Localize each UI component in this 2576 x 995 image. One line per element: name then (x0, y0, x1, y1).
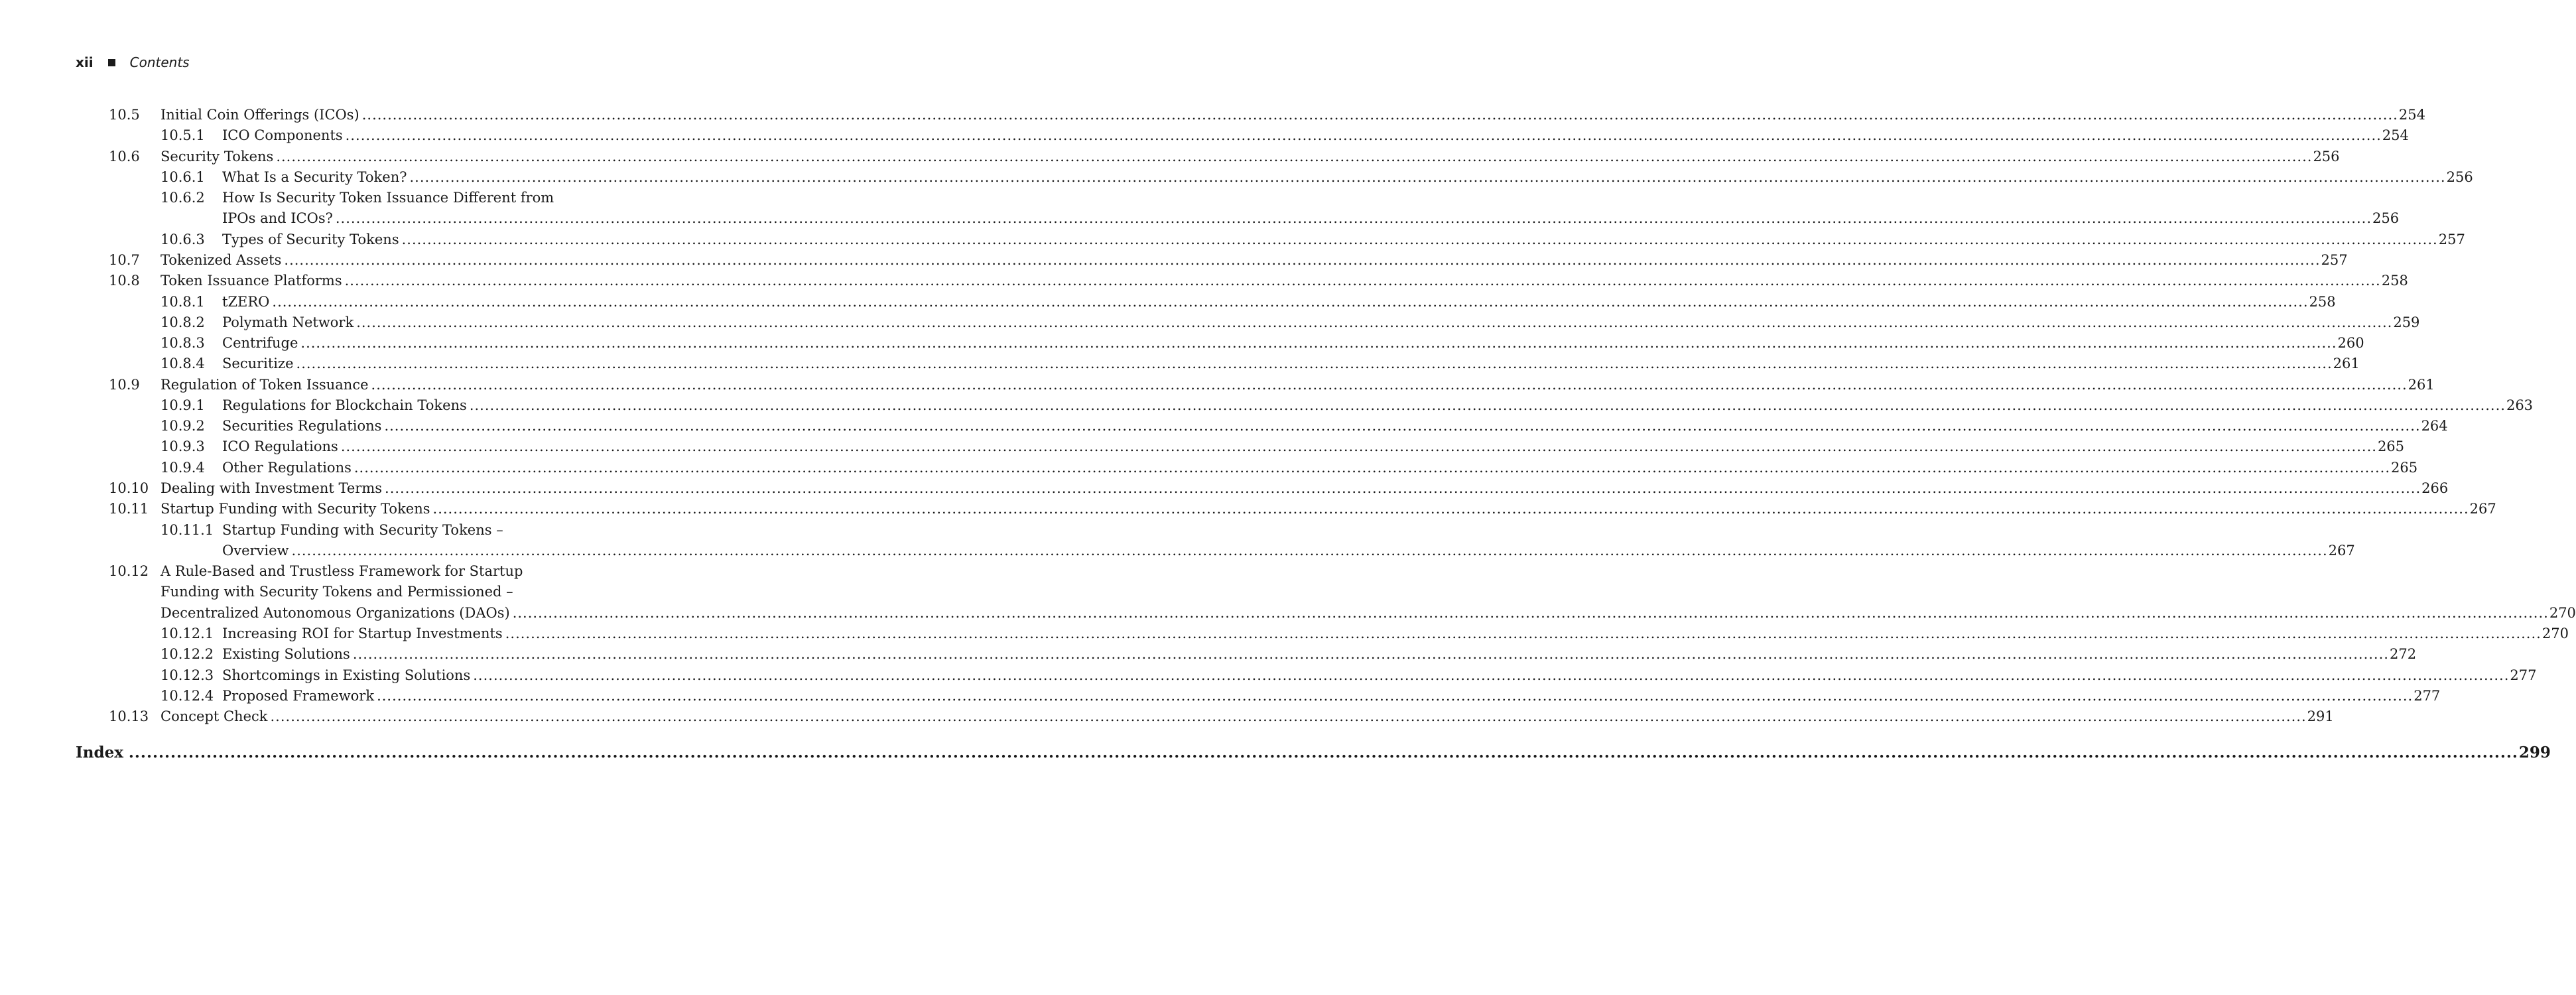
toc-section-10-13-number: 10.13 (109, 708, 149, 725)
toc-subsection-10-8-2-title: Polymath Network (222, 314, 354, 330)
toc-subsection-10-6-3-number: 10.6.3 (161, 231, 205, 247)
toc-section-10-6-page: 256 (2313, 148, 2340, 165)
toc-subsection-10-12-3-page: 277 (2510, 667, 2537, 683)
toc-subsection-10-8-2[interactable] (0, 312, 2420, 332)
toc-subsection-10-9-3-number: 10.9.3 (161, 438, 205, 455)
dot-leader: ................................................................................................................................................................................................................................................................................................................................................................................................................ (296, 356, 2333, 372)
dot-leader: ................................................................................................................................................................................................................................................................................................................................................................................................................ (469, 397, 2506, 413)
toc-subsection-10-9-3-line (222, 436, 2405, 456)
toc-subsection-10-11-1-title: Startup Funding with Security Tokens – (222, 521, 503, 538)
toc-section-10-8[interactable] (0, 271, 2408, 291)
toc-section-10-6-number: 10.6 (109, 148, 140, 165)
toc-subsection-10-6-2-number: 10.6.2 (161, 190, 205, 206)
running-header (76, 53, 190, 72)
toc-subsection-10-12-2-line (222, 644, 2417, 664)
toc-subsection-10-6-1[interactable] (0, 167, 2473, 187)
toc-subsection-10-5-1-number: 10.5.1 (161, 127, 205, 144)
dot-leader: ................................................................................................................................................................................................................................................................................................................................................................................................................ (377, 687, 2414, 704)
toc-section-10-12[interactable] (0, 561, 696, 581)
toc-subsection-10-6-2-line (222, 208, 2400, 228)
toc-subsection-10-9-2-line (222, 416, 2448, 436)
toc-subsection-10-6-3[interactable] (0, 230, 2465, 249)
toc-subsection-10-12-3-title: Shortcomings in Existing Solutions (222, 667, 471, 683)
toc-subsection-10-11-1-page: 267 (2328, 542, 2355, 559)
toc-section-10-10[interactable] (0, 478, 2449, 498)
dot-leader: ................................................................................................................................................................................................................................................................................................................................................................................................................ (409, 168, 2446, 185)
toc-subsection-10-9-1-line (222, 395, 2534, 415)
toc-subsection-10-6-1-page: 256 (2446, 168, 2473, 185)
toc-subsection-10-9-2-title: Securities Regulations (222, 418, 382, 434)
toc-section-10-12-title: A Rule-Based and Trustless Framework for Startup (161, 563, 523, 580)
dot-leader: ................................................................................................................................................................................................................................................................................................................................................................................................................ (335, 210, 2372, 227)
toc-section-10-11-title: Startup Funding with Security Tokens (161, 501, 430, 517)
toc-subsection-10-9-3[interactable] (0, 436, 2405, 456)
toc-subsection-10-9-4-line (222, 458, 2418, 478)
toc-subsection-10-6-3-title: Types of Security Tokens (222, 231, 399, 247)
toc-section-10-12-line (161, 603, 2576, 623)
toc-subsection-10-12-2-page: 272 (2389, 646, 2417, 663)
dot-leader: ................................................................................................................................................................................................................................................................................................................................................................................................................ (272, 293, 2309, 310)
toc-subsection-10-9-1-number: 10.9.1 (161, 397, 205, 413)
toc-subsection-10-9-2-number: 10.9.2 (161, 418, 205, 434)
dot-leader: ................................................................................................................................................................................................................................................................................................................................................................................................................ (361, 107, 2398, 123)
dot-leader: ................................................................................................................................................................................................................................................................................................................................................................................................................ (340, 438, 2377, 455)
toc-subsection-10-11-1-title: Overview (222, 542, 289, 559)
dot-leader: ................................................................................................................................................................................................................................................................................................................................................................................................................ (300, 335, 2337, 352)
toc-subsection-10-5-1-line (222, 125, 2409, 145)
dot-leader: ................................................................................................................................................................................................................................................................................................................................................................................................................ (345, 127, 2382, 144)
toc-subsection-10-9-2[interactable] (0, 416, 2448, 436)
dot-leader: ................................................................................................................................................................................................................................................................................................................................................................................................................ (432, 501, 2469, 517)
toc-subsection-10-8-3-title: Centrifuge (222, 335, 298, 352)
toc-section-10-9-title: Regulation of Token Issuance (161, 376, 369, 393)
toc-section-10-11-line (161, 499, 2496, 519)
toc-section-10-8-line (161, 271, 2408, 291)
dot-leader: ................................................................................................................................................................................................................................................................................................................................................................................................................ (344, 273, 2381, 289)
toc-subsection-10-9-1-title: Regulations for Blockchain Tokens (222, 397, 467, 413)
toc-section-10-9-line (161, 375, 2435, 395)
toc-subsection-10-12-2[interactable] (0, 644, 2417, 664)
toc-section-10-8-title: Token Issuance Platforms (161, 273, 342, 289)
dot-leader: ................................................................................................................................................................................................................................................................................................................................................................................................................ (270, 708, 2307, 725)
toc-subsection-10-8-2-page: 259 (2393, 314, 2420, 330)
toc-subsection-10-12-1[interactable] (0, 624, 2569, 643)
toc-subsection-10-6-1-line (222, 167, 2473, 187)
toc-subsection-10-6-3-page: 257 (2438, 231, 2465, 247)
toc-subsection-10-8-2-number: 10.8.2 (161, 314, 205, 330)
toc-subsection-10-6-2-title: How Is Security Token Issuance Different from (222, 190, 554, 206)
page-number: xii (76, 54, 94, 70)
toc-subsection-10-8-1-title: tZERO (222, 293, 270, 310)
toc-section-10-8-number: 10.8 (109, 273, 140, 289)
dot-leader: ................................................................................................................................................................................................................................................................................................................................................................................................................ (371, 376, 2408, 393)
toc-subsection-10-11-1-number: 10.11.1 (161, 521, 214, 538)
square-bullet-icon (108, 59, 115, 66)
dot-leader: ................................................................................................................................................................................................................................................................................................................................................................................................................ (291, 542, 2328, 559)
toc-subsection-10-12-4-line (222, 686, 2441, 706)
toc-subsection-10-6-3-line (222, 230, 2465, 249)
toc-section-10-11[interactable] (0, 499, 2496, 519)
toc-subsection-10-12-4-number: 10.12.4 (161, 687, 214, 704)
toc-section-10-13[interactable] (0, 706, 2334, 726)
toc-section-10-6[interactable] (0, 147, 2340, 166)
toc-subsection-10-12-3-number: 10.12.3 (161, 667, 214, 683)
toc-subsection-10-12-3-line (222, 665, 2537, 685)
toc-subsection-10-9-1-page: 263 (2506, 397, 2534, 413)
toc-subsection-10-9-4-number: 10.9.4 (161, 459, 205, 476)
toc-section-10-13-line (161, 706, 2334, 726)
toc-subsection-10-8-1-number: 10.8.1 (161, 293, 205, 310)
toc-section-10-9[interactable] (0, 375, 2435, 395)
toc-subsection-10-12-1-line (222, 624, 2569, 643)
toc-subsection-10-8-1[interactable] (0, 292, 2336, 312)
toc-subsection-10-12-2-title: Existing Solutions (222, 646, 350, 663)
toc-subsection-10-5-1-title: ICO Components (222, 127, 343, 144)
toc-subsection-10-8-3[interactable] (0, 333, 2364, 353)
toc-section-10-7-line (161, 250, 2348, 270)
toc-subsection-10-9-1[interactable] (0, 395, 2534, 415)
toc-subsection-10-11-1-line (222, 520, 622, 540)
dot-leader: ................................................................................................................................................................................................................................................................................................................................................................................................................ (276, 148, 2313, 165)
dot-leader: ................................................................................................................................................................................................................................................................................................................................................................................................................ (128, 744, 2518, 762)
toc-section-10-12-number: 10.12 (109, 563, 149, 580)
toc-section-10-7-page: 257 (2321, 251, 2348, 268)
toc-section-10-6-title: Security Tokens (161, 148, 274, 165)
toc-subsection-10-6-2[interactable] (0, 208, 2400, 228)
toc-subsection-10-12-1-title: Increasing ROI for Startup Investments (222, 626, 503, 641)
toc-section-10-5-line (161, 105, 2425, 125)
toc-subsection-10-12-3[interactable] (0, 665, 2537, 685)
toc-subsection-10-6-1-title: What Is a Security Token? (222, 168, 407, 185)
dot-leader: ................................................................................................................................................................................................................................................................................................................................................................................................................ (356, 314, 2393, 330)
toc-subsection-10-8-2-line (222, 312, 2420, 332)
toc-section-10-9-number: 10.9 (109, 376, 140, 393)
toc-subsection-10-6-2-title: IPOs and ICOs? (222, 210, 333, 227)
toc-section-10-13-title: Concept Check (161, 708, 268, 725)
toc-section-10-10-title: Dealing with Investment Terms (161, 480, 383, 497)
dot-leader: ................................................................................................................................................................................................................................................................................................................................................................................................................ (385, 480, 2421, 497)
toc-subsection-10-8-1-page: 258 (2309, 293, 2336, 310)
toc-subsection-10-5-1-page: 254 (2382, 127, 2409, 144)
toc-section-10-12[interactable] (0, 603, 2576, 623)
toc-subsection-10-8-3-page: 260 (2337, 335, 2364, 352)
toc-section-10-10-page: 266 (2421, 480, 2449, 497)
toc-subsection-10-8-3-line (222, 333, 2364, 353)
toc-subsection-10-8-4-page: 261 (2333, 356, 2360, 372)
dot-leader: ................................................................................................................................................................................................................................................................................................................................................................................................................ (512, 604, 2549, 621)
toc-subsection-10-6-2-page: 256 (2372, 210, 2400, 227)
toc-section-10-9-page: 261 (2408, 376, 2435, 393)
dot-leader: ................................................................................................................................................................................................................................................................................................................................................................................................................ (384, 418, 2421, 434)
toc-subsection-10-8-4-title: Securitize (222, 356, 294, 372)
toc-section-10-11-number: 10.11 (109, 501, 149, 517)
toc-section-10-5-page: 254 (2398, 107, 2425, 123)
toc-subsection-10-12-1-page: 270 (2542, 626, 2569, 641)
toc-section-10-10-line (161, 478, 2449, 498)
toc-section-10-12-line (161, 582, 622, 602)
toc-subsection-10-11-1[interactable] (0, 520, 696, 540)
toc-subsection-10-8-3-number: 10.8.3 (161, 335, 205, 352)
toc-section-10-12[interactable] (0, 582, 696, 602)
toc-section-10-6-line (161, 147, 2340, 166)
toc-index-entry[interactable] (0, 743, 2551, 765)
toc-subsection-10-8-1-line (222, 292, 2336, 312)
dot-leader: ................................................................................................................................................................................................................................................................................................................................................................................................................ (284, 251, 2321, 268)
toc-subsection-10-9-3-title: ICO Regulations (222, 438, 338, 455)
toc-subsection-10-8-4-line (222, 354, 2360, 373)
toc-subsection-10-12-2-number: 10.12.2 (161, 646, 214, 663)
toc-subsection-10-11-1-line (222, 541, 2355, 561)
toc-subsection-10-9-2-page: 264 (2421, 418, 2448, 434)
toc-subsection-10-12-4-page: 277 (2414, 687, 2441, 704)
toc-index-line (76, 743, 2551, 765)
toc-subsection-10-8-4[interactable] (0, 354, 2360, 373)
toc-section-10-13-page: 291 (2307, 708, 2334, 725)
toc-index-title: Index (76, 744, 123, 762)
toc-subsection-10-9-4-title: Other Regulations (222, 459, 352, 476)
toc-section-10-7-title: Tokenized Assets (161, 251, 282, 268)
toc-subsection-10-9-4-page: 265 (2391, 459, 2418, 476)
toc-section-10-5-title: Initial Coin Offerings (ICOs) (161, 107, 359, 123)
toc-section-10-5[interactable] (0, 105, 2425, 125)
toc-subsection-10-11-1[interactable] (0, 541, 2355, 561)
dot-leader: ................................................................................................................................................................................................................................................................................................................................................................................................................ (505, 626, 2542, 641)
toc-subsection-10-5-1[interactable] (0, 125, 2409, 145)
dot-leader: ................................................................................................................................................................................................................................................................................................................................................................................................................ (352, 646, 2389, 663)
toc-section-10-10-number: 10.10 (109, 480, 149, 497)
dot-leader: ................................................................................................................................................................................................................................................................................................................................................................................................................ (354, 459, 2390, 476)
toc-subsection-10-12-1-number: 10.12.1 (161, 626, 214, 641)
toc-section-10-11-page: 267 (2469, 501, 2496, 517)
toc-section-10-12-page: 270 (2549, 604, 2576, 621)
toc-section-10-7-number: 10.7 (109, 251, 140, 268)
dot-leader: ................................................................................................................................................................................................................................................................................................................................................................................................................ (473, 667, 2510, 683)
toc-subsection-10-9-4[interactable] (0, 458, 2418, 478)
toc-section-10-12-line (161, 561, 622, 581)
toc-section-10-7[interactable] (0, 250, 2348, 270)
toc-subsection-10-12-4-title: Proposed Framework (222, 687, 375, 704)
toc-subsection-10-6-2[interactable] (0, 188, 696, 208)
toc-section-10-12-title: Funding with Security Tokens and Permissioned – (161, 584, 513, 600)
toc-index-page: 299 (2518, 744, 2551, 762)
toc-section-10-12-title: Decentralized Autonomous Organizations (DAOs) (161, 604, 510, 621)
toc-section-10-5-number: 10.5 (109, 107, 140, 123)
toc-subsection-10-9-3-page: 265 (2377, 438, 2405, 455)
toc-section-10-8-page: 258 (2381, 273, 2408, 289)
toc-subsection-10-12-4[interactable] (0, 686, 2441, 706)
toc-subsection-10-6-2-line (222, 188, 622, 208)
dot-leader: ................................................................................................................................................................................................................................................................................................................................................................................................................ (401, 231, 2438, 247)
running-title: Contents (129, 54, 190, 70)
toc-subsection-10-8-4-number: 10.8.4 (161, 356, 205, 372)
toc-subsection-10-6-1-number: 10.6.1 (161, 168, 205, 185)
